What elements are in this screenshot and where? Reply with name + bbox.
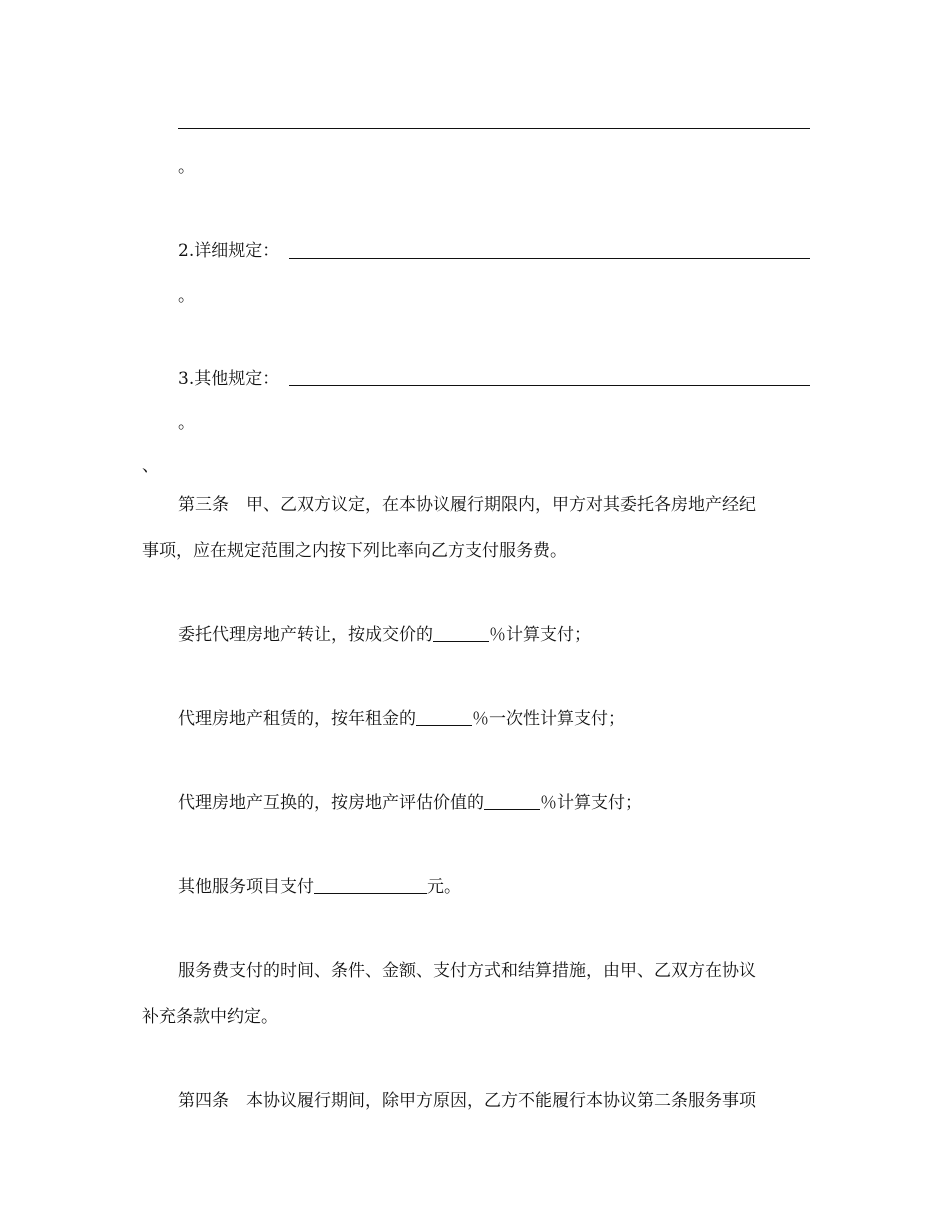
fee-transfer-blank [433,624,489,642]
item2-label: 2.详细规定： [178,241,280,261]
fee-other-text: 其他服务项目支付 [178,877,314,897]
fee-lease-text: 代理房地产租赁的，按年租金的 [178,709,416,729]
payment-terms-line1: 服务费支付的时间、条件、金额、支付方式和结算措施，由甲、乙双方在协议 [178,961,756,981]
fee-transfer-text: 委托代理房地产转让，按成交价的 [178,625,433,645]
item3-fill-line [289,385,810,386]
fee-exchange-suffix: ％计算支付； [540,793,642,813]
item3-period: 。 [178,413,195,433]
item3-label: 3.其他规定： [178,369,280,389]
fee-lease-suffix: ％一次性计算支付； [472,709,625,729]
fee-lease [178,708,625,730]
item1-fill-line [178,128,810,129]
fee-transfer [178,624,591,646]
article4-line1: 第四条 本协议履行期间，除甲方原因，乙方不能履行本协议第二条服务事项 [178,1091,756,1111]
payment-terms-line2: 补充条款中约定。 [142,1007,278,1027]
fee-lease-blank [416,708,472,726]
fee-other-suffix: 元。 [427,877,461,897]
article3-line1: 第三条 甲、乙双方议定，在本协议履行期限内，甲方对其委托各房地产经纪 [178,495,756,515]
item2-period: 。 [178,286,195,306]
fee-transfer-suffix: ％计算支付； [489,625,591,645]
stray-mark: 、 [142,456,159,476]
item1-period: 。 [178,157,195,177]
fee-exchange-blank [484,792,540,810]
fee-exchange [178,792,642,814]
article3-line2: 事项，应在规定范围之内按下列比率向乙方支付服务费。 [142,541,567,561]
item2-fill-line [289,258,810,259]
fee-other-blank [314,876,427,894]
fee-exchange-text: 代理房地产互换的，按房地产评估价值的 [178,793,484,813]
fee-other [178,876,461,898]
